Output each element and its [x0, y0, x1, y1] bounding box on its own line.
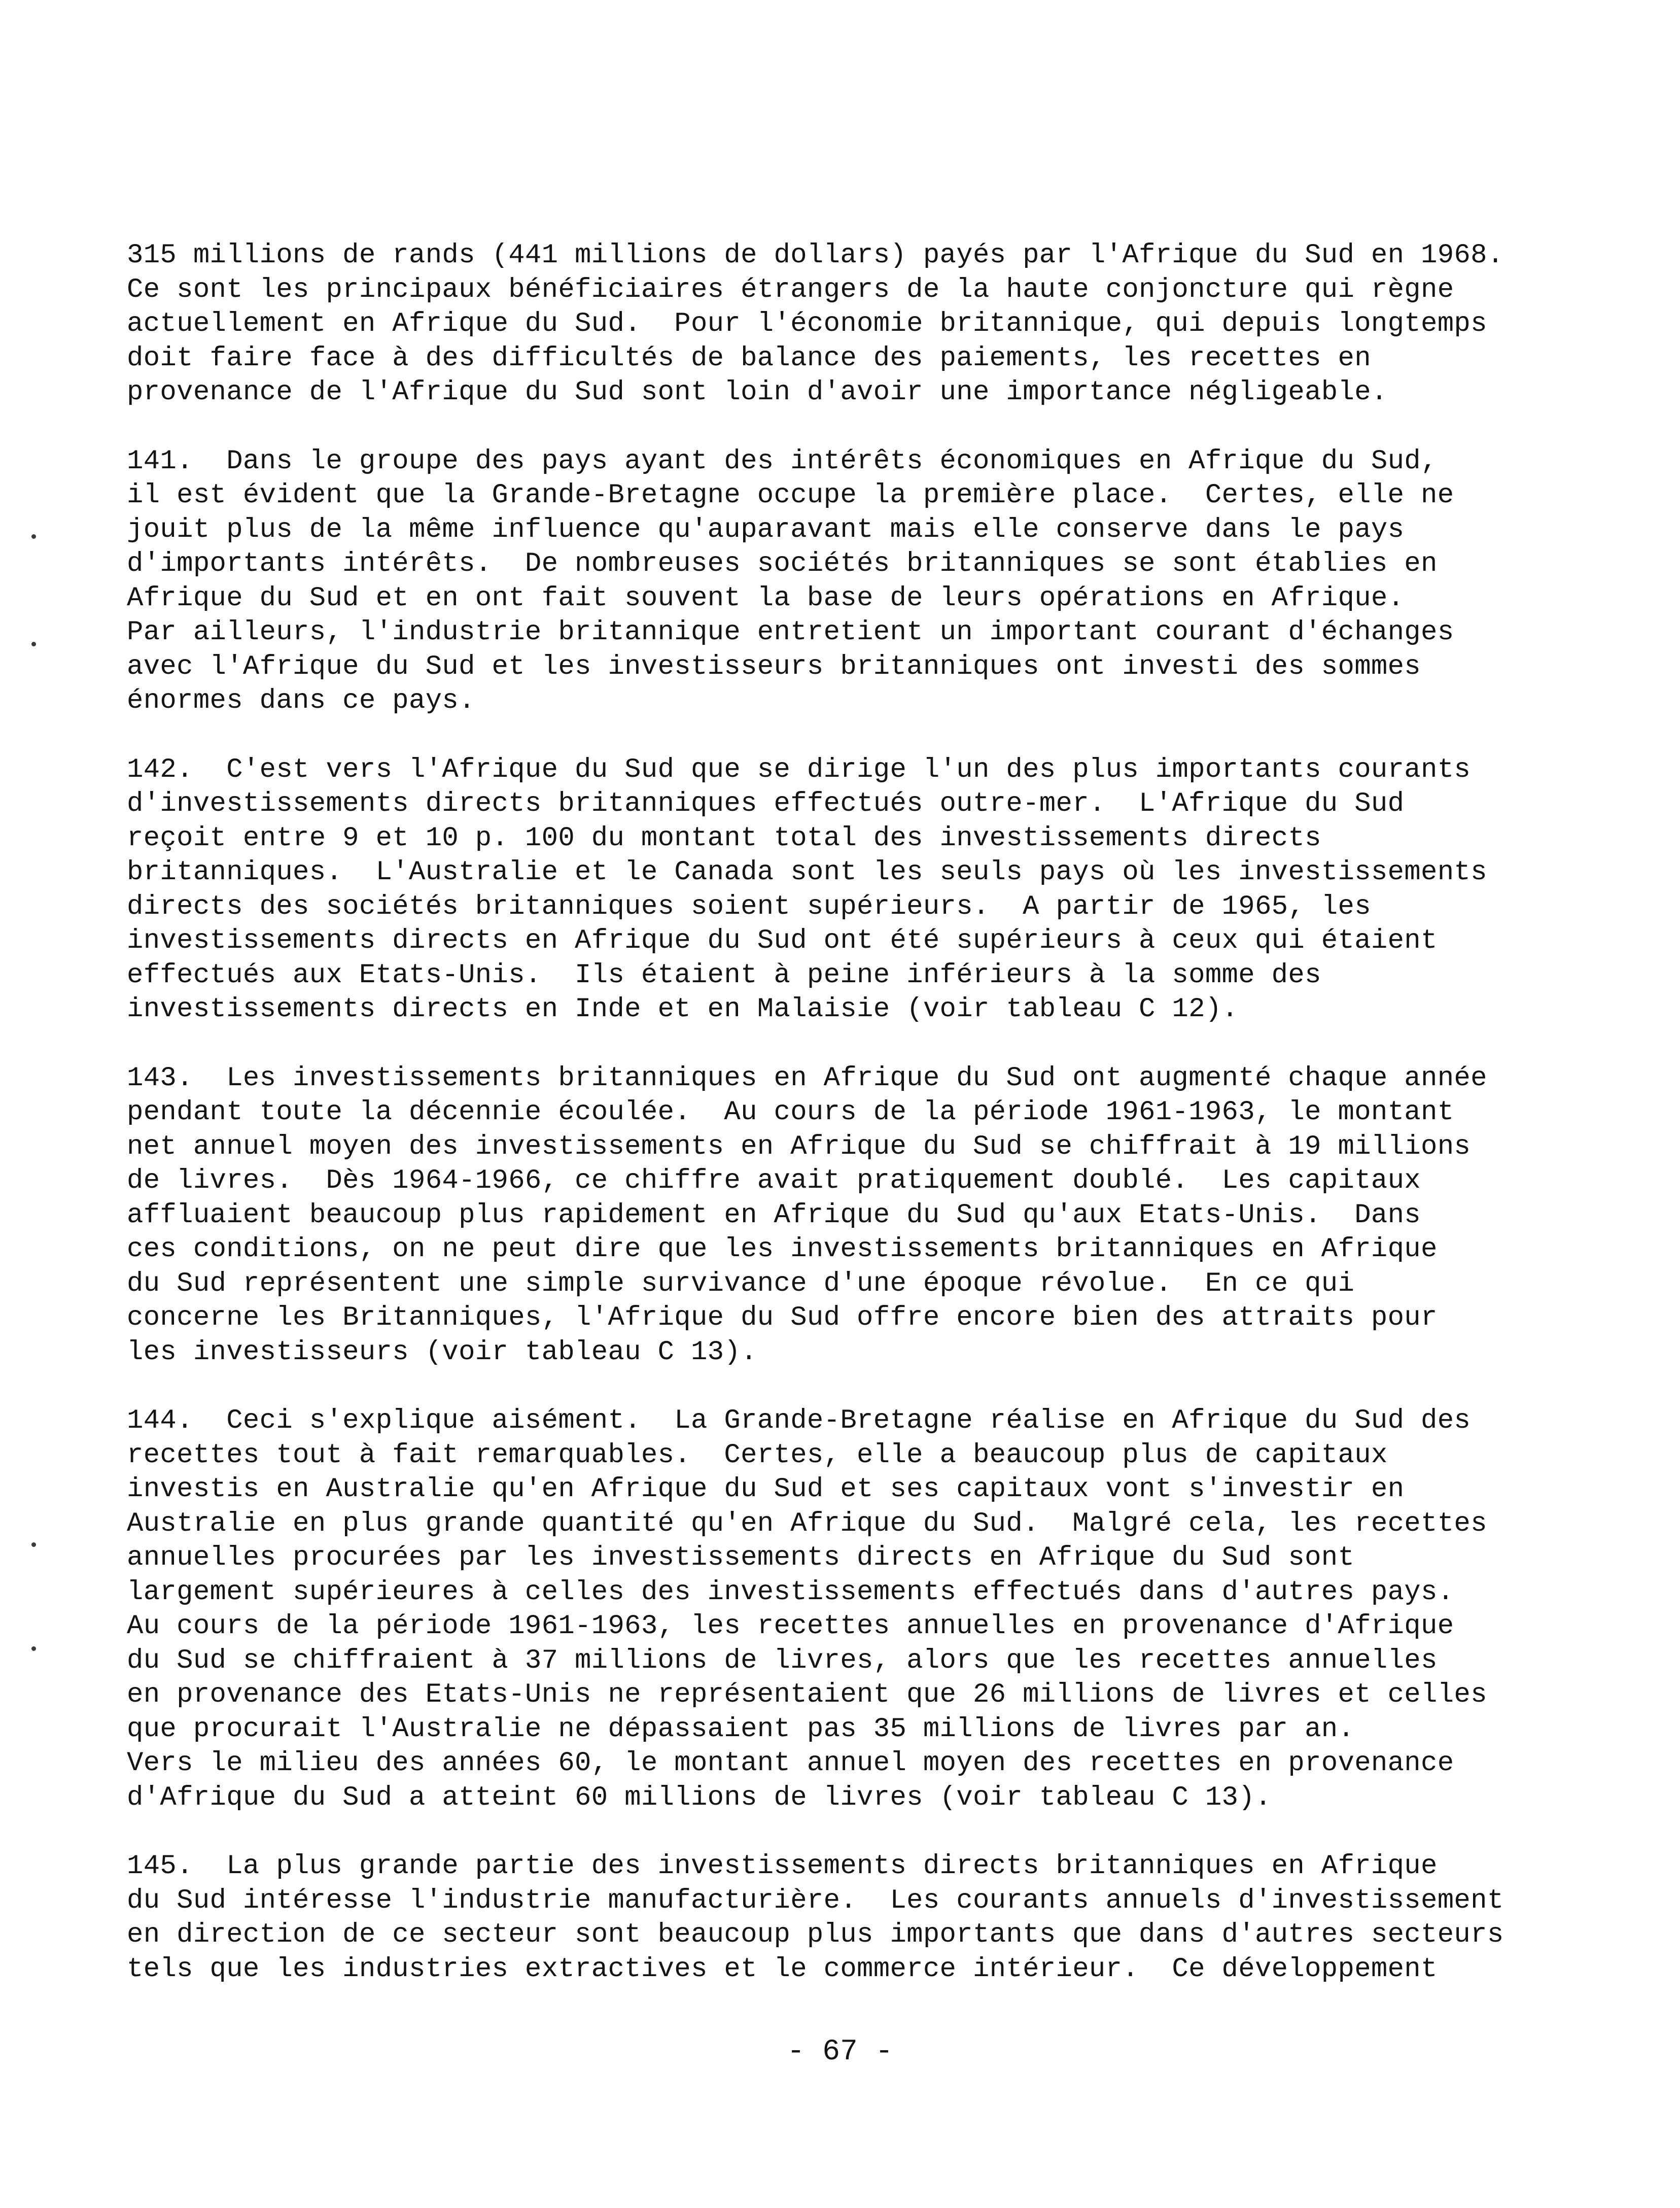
text-line: Ce sont les principaux bénéficiaires étrangers de la haute conjoncture qui règne	[127, 274, 1454, 305]
text-line: reçoit entre 9 et 10 p. 100 du montant total des investissements directs	[127, 822, 1321, 854]
text-line: investissements directs en Afrique du Sud ont été supérieurs à ceux qui étaient	[127, 925, 1438, 956]
paragraph-144	[127, 1404, 1547, 1815]
text-line: d'importants intérêts. De nombreuses sociétés britanniques se sont établies en	[127, 548, 1438, 579]
text-line: affluaient beaucoup plus rapidement en Afrique du Sud qu'aux Etats-Unis. Dans	[127, 1199, 1421, 1231]
text-line: 142. C'est vers l'Afrique du Sud que se dirige l'un des plus importants courants	[127, 754, 1471, 785]
text-line: directs des sociétés britanniques soient supérieurs. A partir de 1965, les	[127, 891, 1371, 922]
margin-dot-mark	[31, 1542, 36, 1547]
text-line: concerne les Britanniques, l'Afrique du Sud offre encore bien des attraits pour	[127, 1302, 1438, 1333]
text-line: du Sud représentent une simple survivance d'une époque révolue. En ce qui	[127, 1268, 1355, 1299]
text-line: d'Afrique du Sud a atteint 60 millions de livres (voir tableau C 13).	[127, 1782, 1272, 1813]
text-line: de livres. Dès 1964-1966, ce chiffre avait pratiquement doublé. Les capitaux	[127, 1165, 1421, 1196]
text-line: recettes tout à fait remarquables. Certes, elle a beaucoup plus de capitaux	[127, 1439, 1388, 1471]
text-line: annuelles procurées par les investissements directs en Afrique du Sud sont	[127, 1542, 1355, 1573]
text-line: Par ailleurs, l'industrie britannique entretient un important courant d'échanges	[127, 617, 1454, 648]
paragraph-143	[127, 1061, 1547, 1370]
paragraph-continuation	[127, 238, 1547, 410]
text-line: investis en Australie qu'en Afrique du Sud et ses capitaux vont s'investir en	[127, 1474, 1405, 1505]
text-line: investissements directs en Inde et en Malaisie (voir tableau C 12).	[127, 994, 1239, 1025]
margin-dot-mark	[31, 534, 36, 539]
text-line: provenance de l'Afrique du Sud sont loin d'avoir une importance négligeable.	[127, 377, 1388, 408]
text-line: il est évident que la Grande-Bretagne occupe la première place. Certes, elle ne	[127, 480, 1454, 511]
text-line: du Sud intéresse l'industrie manufacturière. Les courants annuels d'investissement	[127, 1885, 1504, 1916]
margin-dot-mark	[31, 642, 36, 646]
text-line: en provenance des Etats-Unis ne représentaient que 26 millions de livres et celles	[127, 1679, 1487, 1710]
text-line: avec l'Afrique du Sud et les investisseurs britanniques ont investi des sommes	[127, 651, 1421, 682]
text-line: net annuel moyen des investissements en Afrique du Sud se chiffrait à 19 millions	[127, 1131, 1471, 1162]
text-line: 145. La plus grande partie des investissements directs britanniques en Afrique	[127, 1851, 1438, 1882]
text-line: que procurait l'Australie ne dépassaient pas 35 millions de livres par an.	[127, 1713, 1355, 1745]
text-line: 315 millions de rands (441 millions de dollars) payés par l'Afrique du Sud en 1968.	[127, 240, 1504, 271]
text-line: énormes dans ce pays.	[127, 685, 475, 716]
text-line: Au cours de la période 1961-1963, les recettes annuelles en provenance d'Afrique	[127, 1611, 1454, 1642]
text-line: actuellement en Afrique du Sud. Pour l'économie britannique, qui depuis longtemps	[127, 308, 1487, 339]
text-line: pendant toute la décennie écoulée. Au cours de la période 1961-1963, le montant	[127, 1097, 1454, 1128]
text-line: 144. Ceci s'explique aisément. La Grande-Bretagne réalise en Afrique du Sud des	[127, 1405, 1471, 1436]
text-line: doit faire face à des difficultés de balance des paiements, les recettes en	[127, 342, 1371, 374]
page-number: - 67 -	[787, 2036, 893, 2068]
text-line: ces conditions, on ne peut dire que les investissements britanniques en Afrique	[127, 1234, 1438, 1265]
text-line: tels que les industries extractives et le commerce intérieur. Ce développement	[127, 1953, 1438, 1985]
paragraph-141	[127, 444, 1547, 718]
text-line: en direction de ce secteur sont beaucoup plus importants que dans d'autres secteurs	[127, 1919, 1504, 1950]
text-line: du Sud se chiffraient à 37 millions de livres, alors que les recettes annuelles	[127, 1645, 1438, 1676]
text-line: 143. Les investissements britanniques en Afrique du Sud ont augmenté chaque année	[127, 1062, 1487, 1094]
text-line: effectués aux Etats-Unis. Ils étaient à peine inférieurs à la somme des	[127, 959, 1321, 991]
margin-dot-mark	[31, 1646, 36, 1651]
paragraph-145	[127, 1849, 1547, 1986]
text-line: largement supérieures à celles des investissements effectués dans d'autres pays.	[127, 1576, 1454, 1608]
text-line: Vers le milieu des années 60, le montant annuel moyen des recettes en provenance	[127, 1748, 1454, 1779]
text-line: jouit plus de la même influence qu'auparavant mais elle conserve dans le pays	[127, 514, 1405, 545]
text-line: 141. Dans le groupe des pays ayant des intérêts économiques en Afrique du Sud,	[127, 445, 1438, 477]
text-line: britanniques. L'Australie et le Canada sont les seuls pays où les investissements	[127, 857, 1487, 888]
text-line: les investisseurs (voir tableau C 13).	[127, 1336, 757, 1368]
body-text	[127, 238, 1547, 2021]
text-line: Australie en plus grande quantité qu'en Afrique du Sud. Malgré cela, les recettes	[127, 1508, 1487, 1539]
paragraph-142	[127, 753, 1547, 1027]
text-line: Afrique du Sud et en ont fait souvent la base de leurs opérations en Afrique.	[127, 582, 1405, 614]
text-line: d'investissements directs britanniques effectués outre-mer. L'Afrique du Sud	[127, 788, 1405, 819]
